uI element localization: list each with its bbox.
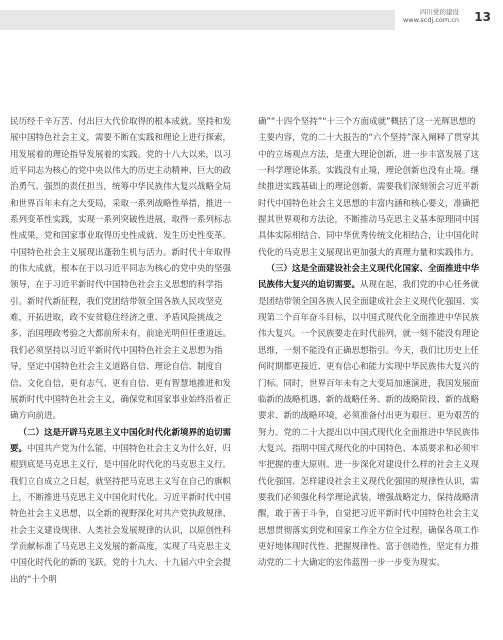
- magazine-info: [403, 8, 459, 24]
- paragraph: [258, 261, 480, 572]
- page-header: [0, 0, 503, 40]
- paragraph: 确”“十四个坚持”“十三个方面成就”概括了这一光辉思想的主要内容，党的二十大报告的“六个坚持”深入阐释了贯穿其中的立场观点方法，是重大理论创新，进一步丰富发展了这一科学理论体系。实践没有止境，理论创新也没有止境。继续推进实践基础上的理论创新，需要我们深刻领会习近平新时代中国特色社会主义思想的丰富内涵和核心要义，准确把握其世界观和方法论，不断推动马克思主义基本原理同中国具体实际相结合、同中华优秀传统文化相结合，让中国化时代化的马克思主义展现出更加强大的真理力量和实践伟力。: [258, 117, 480, 258]
- paragraph: 民历经千辛万苦、付出巨大代价取得的根本成就。坚持和发展中国特色社会主义，需要不断在实践和理论上进行探索，用发展着的理论指导发展着的实践。党的十八大以来，以习近平同志为核心的党中央以伟大的历史主动精神、巨大的政治勇气、强烈的责任担当，统筹中华民族伟大复兴战略全局和世界百年未有之大变局，采取一系列战略性举措，推进一系列变革性实践，实现一系列突破性进展，取得一系列标志性成果，党和国家事业取得历史性成就、发生历史性变革。中国特色社会主义展现出蓬勃生机与活力。新时代十年取得的伟大成就，根本在于以习近平同志为核心的党中央的坚强领导，在于习近平新时代中国特色社会主义思想的科学指引。新时代新征程，我们党团结带领全国各族人民攻坚克难，开拓进取，政不安贫稳住经济之重、矛盾风险挑战之多、治国理政考验之大都前所未有，前途光明但任重道远。我们必须坚持以习近平新时代中国特色社会主义思想为指导，坚定中国特色社会主义道路自信、理论自信、制度自信、文化自信，更有志气、更有自信、更有智慧地推进和发展新时代中国特色社会主义，确保党和国家事业始终沿着正确方向前进。: [10, 117, 232, 422]
- magazine-website: www.scdj.com.cn: [402, 16, 459, 24]
- paragraph-text: 中国共产党为什么能，中国特色社会主义为什么好，归根到底是马克思主义行，是中国化时代化的马克思主义行。我们立自成立之日起，就坚持把马克思主义写在自己的旗帜上，不断推进马克思主义中国化时代化。习近平新时代中国特色社会主义思想，以全新的视野深化对共产党执政规律、社会主义建设规律、人类社会发展规律的认识，以原创性科学贡献标准了马克思主义发展的新高度，实现了马克思主义中国化时代化的新的飞跃。党的十九大、十九届六中全会提出的“十个明: [10, 443, 232, 585]
- page-number: 13: [474, 10, 491, 24]
- left-column: [10, 114, 232, 588]
- section-heading: （二）这是开辟马克思主义中国化时代化新境界的迫切需要。: [10, 427, 232, 454]
- header-bar: [0, 10, 395, 30]
- paragraph-text: 从现在起，我们党的中心任务就是团结带领全国各族人民全面建成社会主义现代化强国、实现第二个百年奋斗目标，以中国式现代化全面推进中华民族伟大复兴。一个民族要走在时代前列，就一刻不能没有理论思维，一刻不能没有正确思想指引。今天，我们比历史上任何时期都更接近、更有信心和能力实现中华民族伟大复兴的门标。同时，世界百年未有之大变局加速演进，我国发展面临新的战略机遇、新的战略任务、新的战略阶段、新的战略要求、新的战略环境，必须准备付出更为艰巨、更为艰苦的努力。党的二十大提出以中国式现代化全面推进中华民族伟大复兴，指明中国式现代化的中国特色、本质要求和必须牢牢把握的重大原则。进一步深化对建设什么样的社会主义现代化强国、怎样建设社会主义现代化强国的规律性认识，需要我们必须强化科学理论武装，增强战略定力，保持战略清醒，敢于善于斗争，自觉把习近平新时代中国特色社会主义思想贯彻落实到党和国家工作全方位全过程，确保各项工作更好地体现时代性、把握规律性、富于创造性，坚定有力推动党的二十大确定的宏伟蓝图一步一步变为现实。: [258, 280, 480, 569]
- right-column: [258, 114, 480, 572]
- paragraph: [10, 425, 232, 588]
- magazine-name: 四川党的建设: [420, 8, 459, 16]
- section-heading: （三）这是全面建设社会主义现代化国家、全面推进中华民族伟大复兴的迫切需要。: [258, 264, 480, 291]
